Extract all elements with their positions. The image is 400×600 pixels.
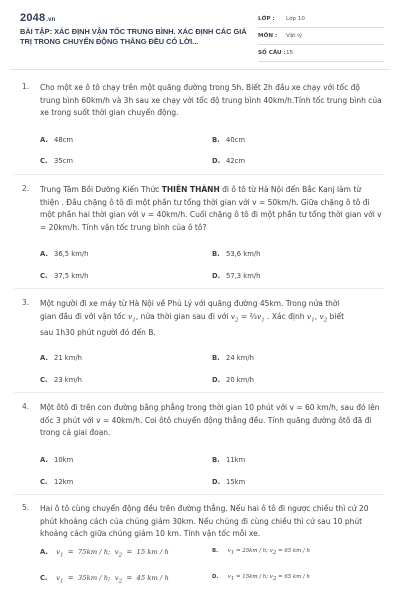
option-a[interactable]: A. 21 km/h: [40, 354, 82, 362]
question-separator: [14, 392, 384, 393]
site-logo[interactable]: 2048.vn: [20, 12, 56, 24]
question-separator: [14, 494, 384, 495]
header: [0, 0, 400, 64]
meta-label: SỐ CÂU :: [258, 50, 286, 56]
meta-value: 15: [286, 50, 294, 56]
option-c[interactable]: C. 37,5 km/h: [40, 272, 89, 280]
question-5: [14, 503, 390, 595]
question-4: [14, 402, 390, 492]
option-a[interactable]: A. 48cm: [40, 136, 74, 144]
meta-label: LỚP :: [258, 16, 275, 22]
question-text: Trung Tâm Bồi Dưỡng Kiến Thức THIÊN THÀNH đi ô tô từ Hà Nội đến Bắc Kanj làm từ thiện . Đầu chặng ô tô đi một phần tư tổng thời gian với v = 50km/h. Giữa chặng ô tô đi một phần hai thời gian với v = 40km/h. Cuối chặng ô tô đi một phần tư tổng thời gian với v = 20km/h. Tính vận tốc trung bình của ô tô?: [40, 185, 382, 232]
worksheet-title: BÀI TẬP: XÁC ĐỊNH VẬN TỐC TRUNG BÌNH. XÁC ĐỊNH CÁC GIÁ TRỊ TRONG CHUYỂN ĐỘNG THẲNG ĐỀU CÓ LỜI...: [20, 27, 247, 46]
option-d[interactable]: D. 20 km/h: [212, 376, 254, 384]
option-c[interactable]: C. 12km: [40, 478, 74, 486]
option-c[interactable]: C. 35cm: [40, 157, 74, 165]
option-a[interactable]: A. 10km: [40, 456, 74, 464]
option-c[interactable]: C. $v_1 = 35km / h$; $v_2 = 45$ km / h: [40, 574, 169, 585]
meta-count-row: [258, 48, 384, 62]
question-separator: [14, 174, 384, 175]
question-number: 1.: [22, 82, 30, 91]
meta-label: MÔN :: [258, 33, 278, 39]
question-number: 3.: [22, 298, 30, 307]
option-b[interactable]: B. 40cm: [212, 136, 246, 144]
option-c[interactable]: C. 23 km/h: [40, 376, 82, 384]
question-2: [14, 184, 390, 284]
header-divider: [10, 69, 390, 70]
meta-info: [258, 14, 384, 65]
question-text: Một người đi xe máy từ Hà Nội về Phủ Lý với quãng đường 45km. Trong nửa thời gian đầu đi với vận tốc $v_1$, nửa thời gian sau đi với $v_2$ = $\frac{2}{3}v_1$ . Xác định $v_1$, $v_2$ biết sau 1h30 phút người đó đến B.: [40, 299, 345, 337]
option-d[interactable]: D. $v_1 = 15km / h$; $v_2 = 65$ km / h: [212, 574, 311, 583]
option-b[interactable]: B. 53,6 km/h: [212, 250, 261, 258]
option-a[interactable]: A. $v_1 = 75km / h$; $v_2 = 15$ km / h: [40, 548, 169, 559]
option-d[interactable]: D. 57,3 km/h: [212, 272, 261, 280]
meta-class-row: [258, 14, 384, 28]
question-text: Một ôtô đi trên con đường bằng phẳng trong thời gian 10 phút với v = 60 km/h, sau đó lên dốc 3 phút với v = 40km/h. Coi ôtô chuyển động thẳng đều. Tính quãng đường ôtô đã đi trong cả giai đoạn.: [40, 403, 380, 437]
question-number: 2.: [22, 184, 30, 193]
meta-value: Lớp 10: [286, 16, 305, 22]
question-number: 4.: [22, 402, 30, 411]
question-3: [14, 298, 390, 390]
option-d[interactable]: D. 42cm: [212, 157, 246, 165]
option-d[interactable]: D. 15km: [212, 478, 246, 486]
meta-subject-row: [258, 31, 384, 45]
option-b[interactable]: B. 24 km/h: [212, 354, 254, 362]
option-a[interactable]: A. 36,5 km/h: [40, 250, 89, 258]
question-text: Hai ô tô cùng chuyển động đều trên đường thẳng. Nếu hai ô tô đi ngược chiều thì cứ 20 phút khoảng cách của chúng giảm 30km. Nếu chúng đi cùng chiều thì cứ sau 10 phút khoảng cách giữa chúng giảm 10 km. Tính vận tốc mỗi xe.: [40, 504, 369, 538]
meta-value: Vật lý: [286, 33, 303, 39]
question-number: 5.: [22, 503, 30, 512]
option-b[interactable]: B. $v_1 = 25km / h$; $v_2 = 65$ km / h: [212, 548, 311, 557]
question-1: [14, 82, 390, 172]
question-text: Cho một xe ô tô chạy trên một quãng đường trong 5h. Biết 2h đầu xe chạy với tốc độ trung bình 60km/h và 3h sau xe chạy với tốc độ trung bình 40km/h.Tính tốc trung bình của xe trong suốt thời gian chuyển động.: [40, 83, 382, 117]
option-b[interactable]: B. 11km: [212, 456, 246, 464]
question-separator: [14, 288, 384, 289]
